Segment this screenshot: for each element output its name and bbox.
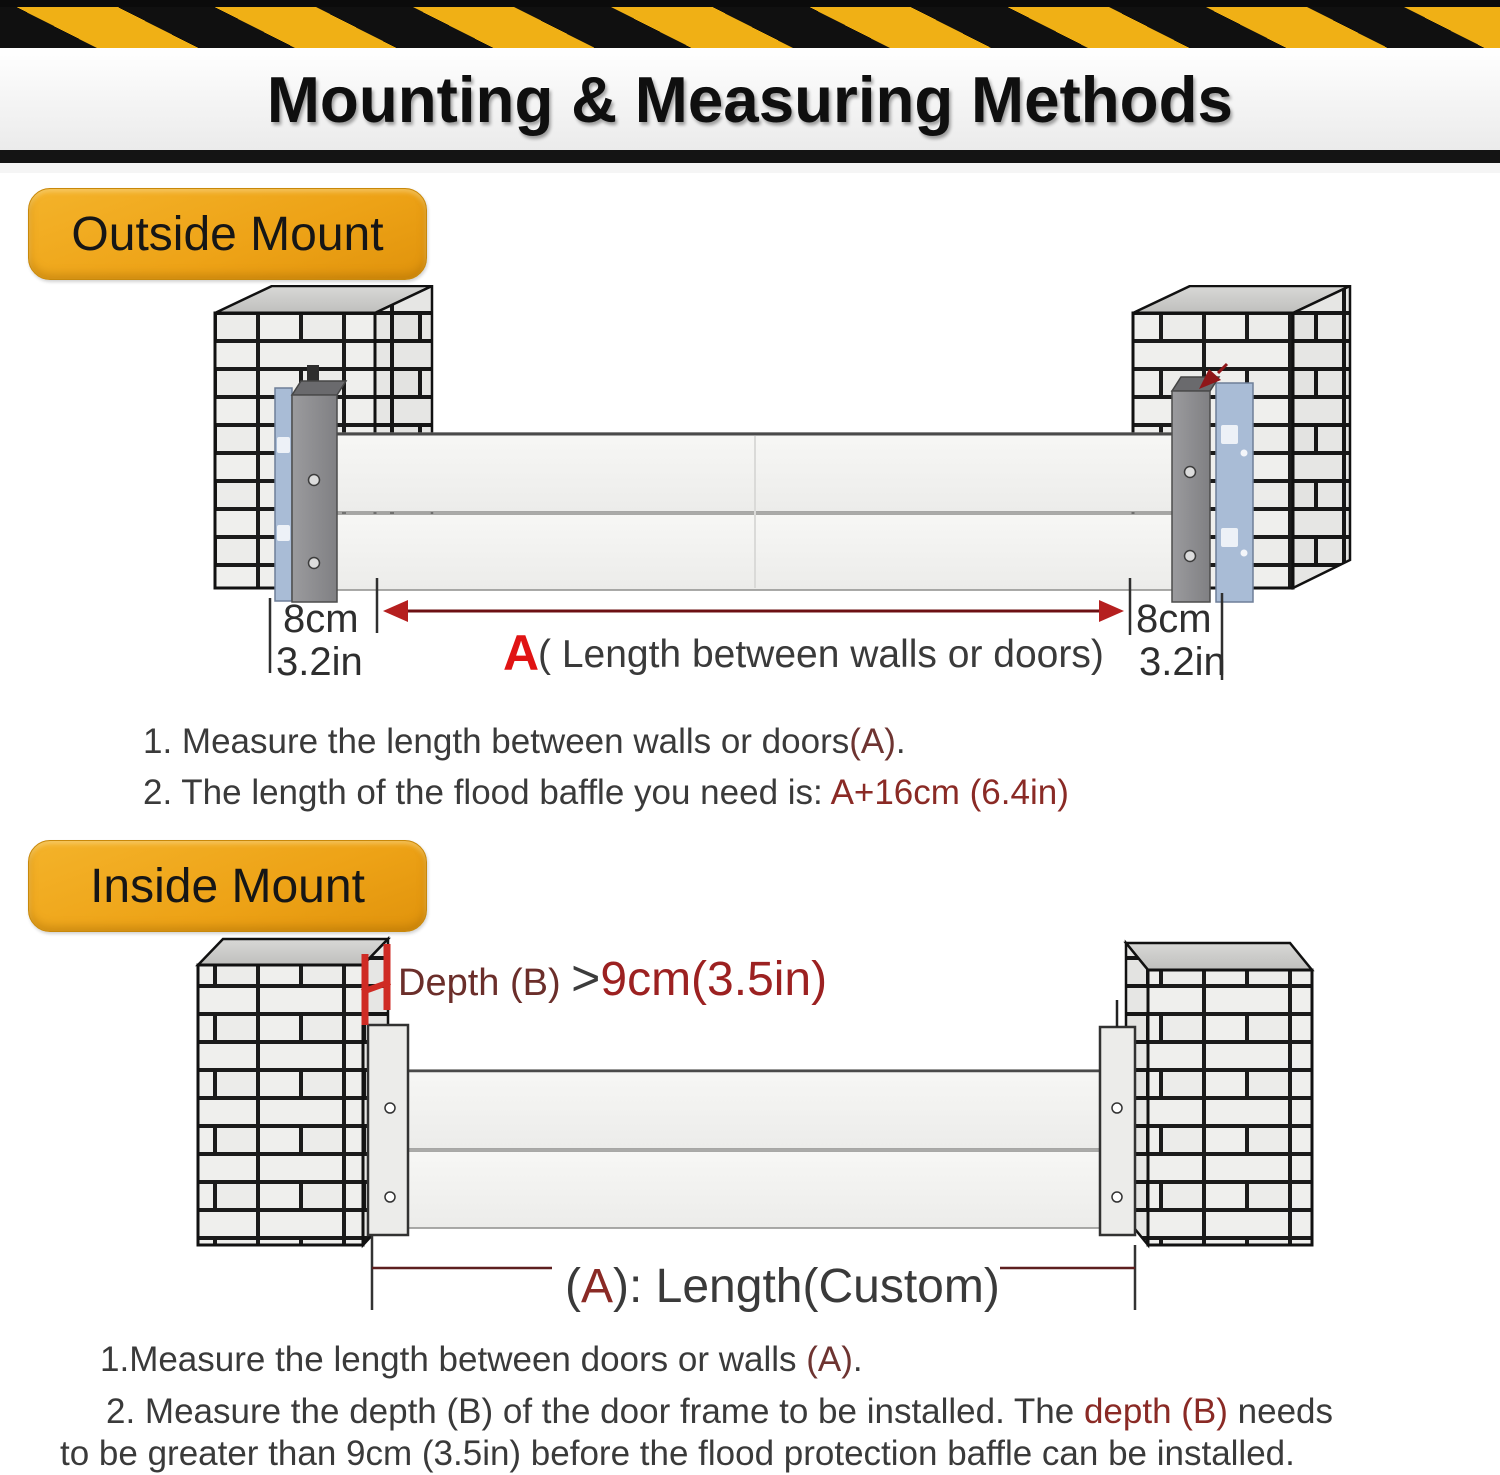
length-custom-label — [565, 1260, 1000, 1313]
screw-hole — [1112, 1192, 1122, 1202]
seal-dot — [1241, 450, 1248, 457]
dim-a-caption: ( Length between walls or doors) — [538, 633, 1104, 676]
label-a-letter: A — [580, 1260, 613, 1313]
step-accent: depth (B) — [1083, 1392, 1228, 1431]
banner-divider-bar — [0, 150, 1500, 163]
step-text: to be greater than 9cm (3.5in) before the flood protection baffle can be installed. — [60, 1434, 1295, 1473]
step-accent: (A) — [849, 722, 896, 761]
seal-tab — [277, 525, 290, 541]
outside-step-1 — [143, 722, 906, 762]
right-brick-pillar — [1126, 943, 1312, 1245]
step-text: 2. The length of the flood baffle you need is: — [143, 773, 831, 812]
pillar-front-face — [198, 965, 363, 1245]
depth-label: Depth (B) — [398, 962, 572, 1004]
channel-front — [1172, 391, 1210, 602]
pillar-top-face — [198, 939, 388, 965]
seal-strip — [275, 388, 292, 601]
channel-top — [292, 381, 346, 395]
left-mount-bracket — [368, 1025, 408, 1235]
screw-hole — [385, 1192, 395, 1202]
pillar-top-face — [1126, 943, 1312, 970]
dim-a-letter: A — [503, 625, 540, 681]
channel-front — [368, 1025, 408, 1235]
inside-step-2-line-1 — [106, 1392, 1333, 1432]
outside-step-2 — [143, 773, 1069, 813]
label-paren: ( — [565, 1260, 581, 1313]
pillar-side-face — [1293, 286, 1350, 588]
hazard-stripe-banner — [0, 0, 1500, 48]
step-text: 1. Measure the length between walls or doors — [143, 722, 850, 761]
banner-shadow-strip — [0, 163, 1500, 173]
greater-than-sign: > — [571, 950, 601, 1006]
seal-tab — [1221, 425, 1238, 444]
seal-tab — [1221, 528, 1238, 547]
inside-step-1 — [100, 1340, 863, 1380]
step-period: . — [895, 722, 906, 761]
seal-dot — [1241, 550, 1248, 557]
page-title: Mounting & Measuring Methods — [266, 62, 1234, 136]
left-brick-pillar — [198, 939, 388, 1245]
screw-hole — [1185, 551, 1196, 562]
depth-value: 9cm(3.5in) — [600, 953, 828, 1006]
screw-hole — [309, 475, 320, 486]
seal-strip — [1216, 383, 1253, 602]
outside-mount-diagram — [0, 285, 1500, 695]
depth-callout — [398, 950, 827, 1006]
title-band — [0, 48, 1500, 150]
left-offset-cm: 8cm — [283, 597, 359, 641]
screw-hole — [1112, 1103, 1122, 1113]
seal-tab — [277, 437, 290, 453]
flood-barrier — [335, 433, 1173, 590]
outside-mount-badge — [28, 188, 427, 280]
step-suffix: needs — [1227, 1392, 1334, 1431]
step-text: 1.Measure the length between doors or walls — [100, 1340, 807, 1379]
step-accent: (A) — [806, 1340, 853, 1379]
inside-step-2-line-2 — [60, 1434, 1295, 1474]
channel-front — [292, 395, 337, 602]
dimension-a — [372, 1235, 1135, 1313]
inside-mount-badge-label: Inside Mount — [90, 859, 365, 913]
arrowhead-left-icon — [383, 600, 408, 622]
step-accent: A+16cm (6.4in) — [830, 773, 1069, 812]
screw-hole — [309, 558, 320, 569]
pillar-front-face — [1148, 970, 1312, 1245]
right-offset-in: 3.2in — [1139, 640, 1226, 684]
inside-mount-diagram — [0, 930, 1500, 1320]
flood-barrier — [408, 1070, 1102, 1228]
barrier-panel-top — [408, 1070, 1102, 1149]
barrier-panel-bottom — [408, 1151, 1102, 1228]
label-rest: ): Length(Custom) — [613, 1260, 1000, 1313]
outside-mount-badge-label: Outside Mount — [71, 207, 384, 261]
step-text: 2. Measure the depth (B) of the door frame to be installed. The — [106, 1392, 1084, 1431]
right-offset-cm: 8cm — [1136, 597, 1212, 641]
channel-front — [1100, 1027, 1135, 1235]
screw-hole — [385, 1103, 395, 1113]
right-mount-bracket — [1100, 1000, 1135, 1235]
left-mount-bracket — [275, 365, 346, 602]
screw-hole — [1185, 467, 1196, 478]
left-offset-in: 3.2in — [276, 640, 363, 684]
step-period: . — [852, 1340, 863, 1379]
inside-mount-badge — [28, 840, 427, 932]
arrowhead-right-icon — [1099, 600, 1124, 622]
dimension-a — [270, 578, 1226, 684]
